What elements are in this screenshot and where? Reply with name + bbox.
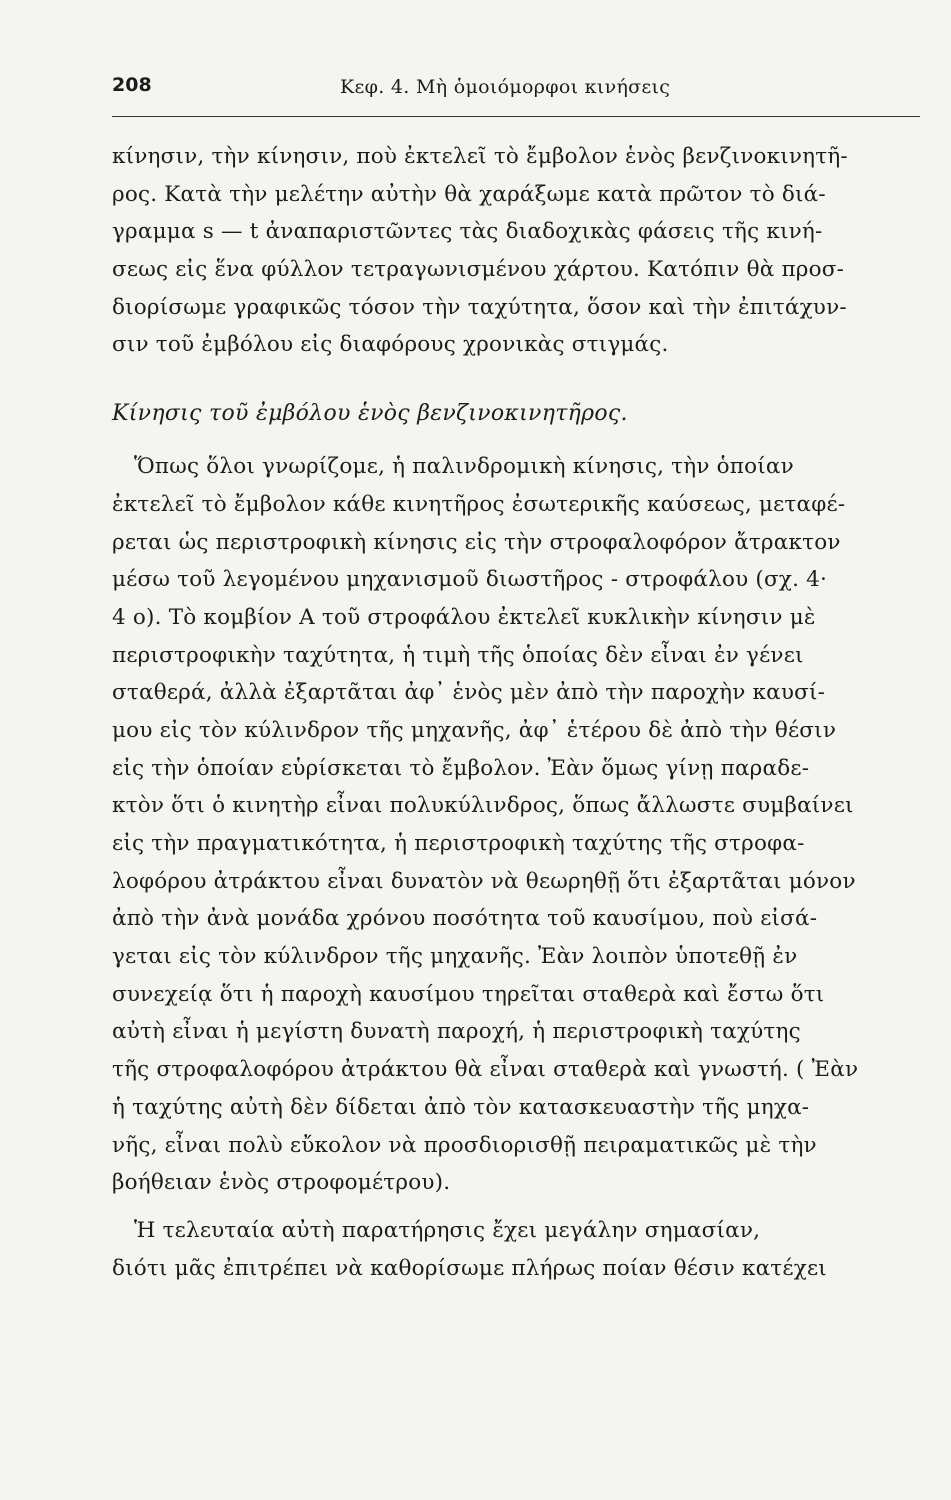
running-head: Κεφ. 4. Μὴ ὁμοιόμορφοι κινήσεις: [340, 76, 671, 98]
text-line: μέσω τοῦ λεγομένου μηχανισμοῦ διωστῆρος - στροφάλου (σχ. 4·: [112, 567, 828, 593]
text-line: Ἡ τελευταία αὐτὴ παρατήρησις ἔχει μεγάλην σημασίαν,: [134, 1217, 761, 1243]
text-line: εἰς τὴν πραγματικότητα, ἡ περιστροφικὴ ταχύτης τῆς στροφα-: [112, 831, 805, 856]
text-line: λοφόρου ἀτράκτου εἶναι δυνατὸν νὰ θεωρηθῇ ὅτι ἐξαρτᾶται μόνον: [112, 868, 856, 894]
text-line: γραμμα s — t ἀναπαριστῶντες τὰς διαδοχικὰς φάσεις τῆς κινή-: [112, 219, 823, 245]
text-line: 4 ο). Τὸ κομβίον Α τοῦ στροφάλου ἐκτελεῖ κυκλικὴν κίνησιν μὲ: [112, 604, 816, 630]
text-line: σταθερά, ἀλλὰ ἐξαρτᾶται ἀφ᾿ ἑνὸς μὲν ἀπὸ τὴν παροχὴν καυσί-: [112, 680, 826, 706]
paragraph-main: [112, 448, 912, 1202]
text-line: συνεχείᾳ ὅτι ἡ παροχὴ καυσίμου τηρεῖται σταθερὰ καὶ ἔστω ὅτι: [112, 981, 825, 1007]
text-line: γεται εἰς τὸν κύλινδρον τῆς μηχανῆς. Ἐὰν λοιπὸν ὑποτεθῇ ἐν: [112, 944, 798, 970]
text-line: σεως εἰς ἕνα φύλλον τετραγωνισμένου χάρτου. Κατόπιν θὰ προσ-: [112, 257, 845, 283]
text-line: βοήθειαν ἑνὸς στροφομέτρου).: [112, 1170, 451, 1196]
paragraph-closing: [112, 1212, 912, 1287]
text-line: ρεται ὡς περιστροφικὴ κίνησις εἰς τὴν στροφαλοφόρον ἄτρακτον: [112, 529, 841, 555]
text-line: ἡ ταχύτης αὐτὴ δὲν δίδεται ἀπὸ τὸν κατασκευαστὴν τῆς μηχα-: [112, 1094, 810, 1120]
header-rule: [112, 116, 920, 117]
text-line: ρος. Κατὰ τὴν μελέτην αὐτὴν θὰ χαράξωμε κατὰ πρῶτον τὸ διά-: [112, 181, 826, 207]
text-line: ἀπὸ τὴν ἀνὰ μονάδα χρόνου ποσότητα τοῦ καυσίμου, ποὺ εἰσά-: [112, 906, 818, 932]
text-line: περιστροφικὴν ταχύτητα, ἡ τιμὴ τῆς ὁποίας δὲν εἶναι ἐν γένει: [112, 642, 804, 668]
text-line: νῆς, εἶναι πολὺ εὔκολον νὰ προσδιορισθῇ πειραματικῶς μὲ τὴν: [112, 1132, 817, 1158]
text-line: Ὅπως ὅλοι γνωρίζομε, ἡ παλινδρομικὴ κίνησις, τὴν ὁποίαν: [134, 454, 794, 480]
text-line: διότι μᾶς ἐπιτρέπει νὰ καθορίσωμε πλήρως ποίαν θέσιν κατέχει: [112, 1255, 827, 1281]
page-number: 208: [112, 74, 152, 96]
paragraph-intro: [112, 138, 912, 364]
text-line: μου εἰς τὸν κύλινδρον τῆς μηχανῆς, ἀφ᾿ ἑτέρου δὲ ἀπὸ τὴν θέσιν: [112, 717, 837, 743]
text-line: αὐτὴ εἶναι ἡ μεγίστη δυνατὴ παροχή, ἡ περιστροφικὴ ταχύτης: [112, 1019, 801, 1045]
text-line: κτὸν ὅτι ὁ κινητὴρ εἶναι πολυκύλινδρος, ὅπως ἄλλωστε συμβαίνει: [112, 793, 854, 819]
section-heading: Κίνησις τοῦ ἐμβόλου ἑνὸς βενζινοκινητῆρος.: [112, 401, 628, 427]
text-line: κίνησιν, τὴν κίνησιν, ποὺ ἐκτελεῖ τὸ ἔμβολον ἑνὸς βενζινοκινητῆ-: [112, 144, 848, 169]
text-line: εἰς τὴν ὁποίαν εὑρίσκεται τὸ ἔμβολον. Ἐὰν ὅμως γίνῃ παραδε-: [112, 755, 810, 781]
text-line: διορίσωμε γραφικῶς τόσον τὴν ταχύτητα, ὅσον καὶ τὴν ἐπιτάχυν-: [112, 294, 847, 320]
page-body: [112, 138, 912, 1287]
text-line: τῆς στροφαλοφόρου ἀτράκτου θὰ εἶναι σταθερὰ καὶ γνωστή. ( Ἐὰν: [112, 1057, 859, 1083]
text-line: σιν τοῦ ἐμβόλου εἰς διαφόρους χρονικὰς στιγμάς.: [112, 332, 669, 358]
text-line: ἐκτελεῖ τὸ ἔμβολον κάθε κινητῆρος ἐσωτερικῆς καύσεως, μεταφέ-: [112, 491, 846, 517]
running-header: [112, 66, 920, 106]
